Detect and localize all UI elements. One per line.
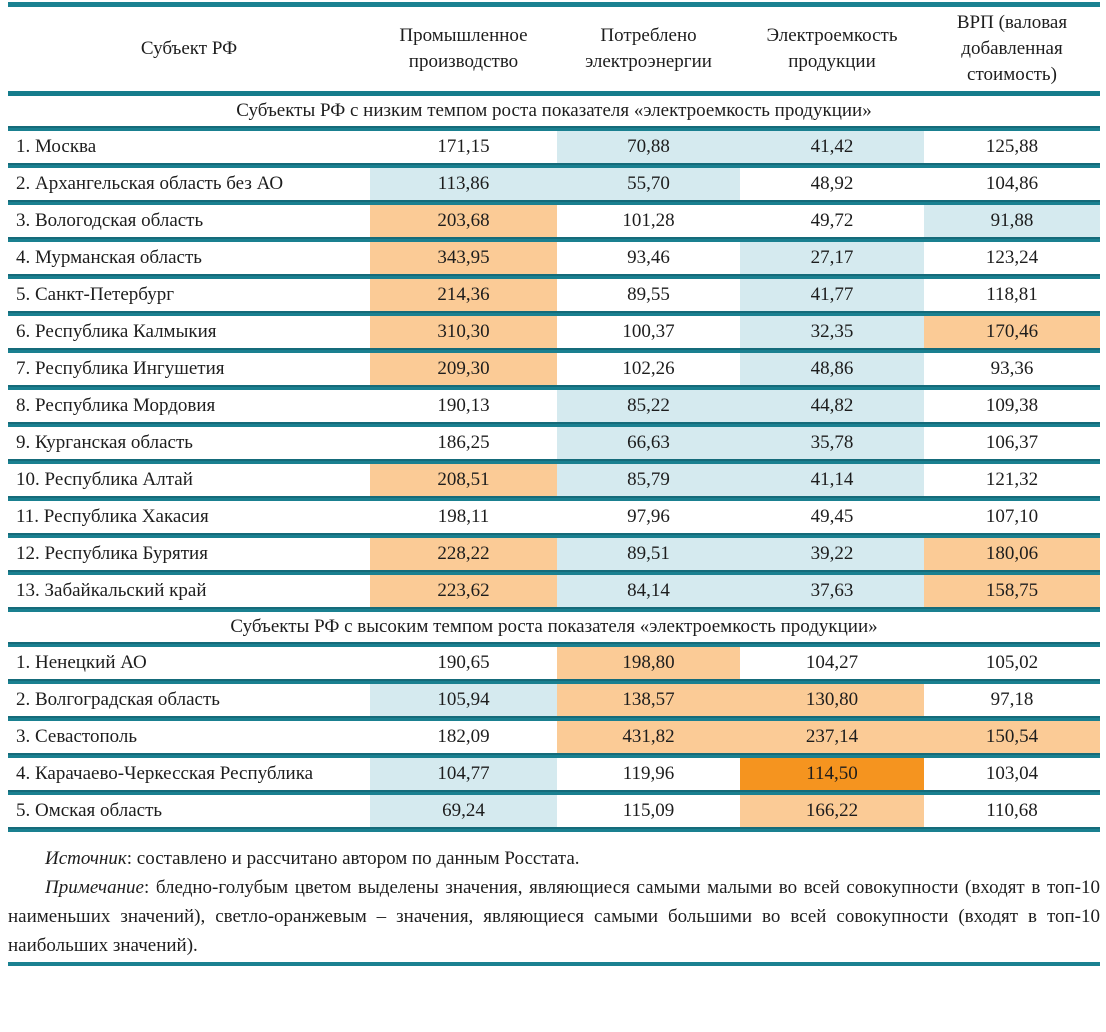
value-cell: 171,15 [437, 136, 490, 157]
column-header-subject: Субъект РФ [140, 38, 238, 59]
value-cell: 39,22 [740, 538, 924, 570]
value-cell: 123,24 [985, 247, 1039, 268]
table-row [8, 242, 1100, 274]
region-cell: 12. Республика Бурятия [16, 543, 208, 564]
note-text: : бледно-голубым цветом выделены значения, являющиеся самыми малыми во всей совокупности (входят в топ-10 наименьших значений), светло-оранжевым – значения, являющиеся самыми большими во всей совокупности (входят в топ-10 наибольших значений). [8, 877, 1100, 956]
value-cell: 119,96 [622, 763, 675, 784]
table-row [8, 168, 1100, 200]
value-cell: 55,70 [557, 168, 740, 200]
region-cell: 13. Забайкальский край [16, 580, 207, 601]
value-cell: 343,95 [370, 242, 557, 274]
region-cell: 4. Карачаево-Черкесская Республика [16, 763, 314, 784]
table-row [8, 131, 1100, 163]
value-cell: 114,50 [740, 758, 924, 790]
region-cell: 3. Вологодская область [16, 210, 204, 231]
value-cell: 48,92 [810, 173, 854, 194]
value-cell: 105,02 [985, 652, 1039, 673]
column-header-electricity-consumed: Потреблено электроэнергии [585, 25, 712, 72]
value-cell: 228,22 [370, 538, 557, 570]
method-note [8, 873, 1100, 960]
value-cell: 41,77 [740, 279, 924, 311]
value-cell: 85,22 [557, 390, 740, 422]
value-cell: 103,04 [985, 763, 1039, 784]
region-cell: 5. Санкт-Петербург [16, 284, 175, 305]
section-title: Субъекты РФ с низким темпом роста показателя «электроемкость продукции» [8, 96, 1100, 126]
value-cell: 85,79 [557, 464, 740, 496]
value-cell: 115,09 [622, 800, 675, 821]
region-cell: 1. Ненецкий АО [16, 652, 147, 673]
footnotes [8, 832, 1100, 960]
value-cell: 310,30 [370, 316, 557, 348]
region-cell: 11. Республика Хакасия [16, 506, 209, 527]
value-cell: 186,25 [437, 432, 490, 453]
region-cell: 4. Мурманская область [16, 247, 202, 268]
table-row [8, 205, 1100, 237]
value-cell: 104,27 [805, 652, 859, 673]
value-cell: 182,09 [437, 726, 490, 747]
value-cell: 125,88 [985, 136, 1039, 157]
region-cell: 7. Республика Ингушетия [16, 358, 225, 379]
table-body [8, 96, 1100, 832]
table-row [8, 795, 1100, 827]
note-label: Примечание [45, 877, 144, 898]
value-cell: 84,14 [557, 575, 740, 607]
value-cell: 431,82 [557, 721, 740, 753]
value-cell: 102,26 [622, 358, 675, 379]
value-cell: 121,32 [985, 469, 1039, 490]
value-cell: 203,68 [370, 205, 557, 237]
region-cell: 2. Архангельская область без АО [16, 173, 284, 194]
column-header-industrial-production: Промышленное производство [399, 25, 528, 72]
value-cell: 69,24 [370, 795, 557, 827]
value-cell: 105,94 [370, 684, 557, 716]
value-cell: 223,62 [370, 575, 557, 607]
value-cell: 198,11 [437, 506, 490, 527]
value-cell: 70,88 [557, 131, 740, 163]
value-cell: 214,36 [370, 279, 557, 311]
table-row [8, 353, 1100, 385]
region-cell: 5. Омская область [16, 800, 163, 821]
region-cell: 2. Волгоградская область [16, 689, 220, 710]
value-cell: 44,82 [740, 390, 924, 422]
table-bottom-rule [8, 962, 1100, 966]
table-row [8, 721, 1100, 753]
value-cell: 37,63 [740, 575, 924, 607]
value-cell: 104,86 [985, 173, 1039, 194]
value-cell: 104,77 [370, 758, 557, 790]
value-cell: 237,14 [740, 721, 924, 753]
region-cell: 8. Республика Мордовия [16, 395, 216, 416]
value-cell: 166,22 [740, 795, 924, 827]
value-cell: 107,10 [985, 506, 1039, 527]
value-cell: 118,81 [986, 284, 1038, 305]
value-cell: 110,68 [986, 800, 1038, 821]
source-note [8, 844, 1100, 873]
source-text: : составлено и рассчитано автором по данным Росстата. [126, 848, 580, 869]
value-cell: 109,38 [985, 395, 1039, 416]
value-cell: 198,80 [557, 647, 740, 679]
value-cell: 208,51 [370, 464, 557, 496]
column-header-electric-intensity: Электроемкость продукции [766, 25, 898, 72]
value-cell: 101,28 [622, 210, 675, 231]
value-cell: 100,37 [622, 321, 675, 342]
value-cell: 138,57 [557, 684, 740, 716]
table-row [8, 684, 1100, 716]
value-cell: 49,72 [810, 210, 854, 231]
table-row [8, 390, 1100, 422]
table-header-row [8, 7, 1100, 91]
value-cell: 113,86 [370, 168, 557, 200]
value-cell: 97,18 [990, 689, 1034, 710]
value-cell: 66,63 [557, 427, 740, 459]
table-row [8, 464, 1100, 496]
section-title: Субъекты РФ с высоким темпом роста показателя «электроемкость продукции» [8, 612, 1100, 642]
value-cell: 49,45 [810, 506, 854, 527]
value-cell: 209,30 [370, 353, 557, 385]
region-cell: 1. Москва [16, 136, 97, 157]
value-cell: 170,46 [924, 316, 1100, 348]
value-cell: 97,96 [627, 506, 670, 527]
value-cell: 91,88 [924, 205, 1100, 237]
value-cell: 41,14 [740, 464, 924, 496]
value-cell: 41,42 [740, 131, 924, 163]
region-cell: 3. Севастополь [16, 726, 138, 747]
table-row [8, 316, 1100, 348]
source-label: Источник [45, 848, 127, 869]
table-row [8, 427, 1100, 459]
value-cell: 48,86 [740, 353, 924, 385]
value-cell: 89,51 [557, 538, 740, 570]
value-cell: 106,37 [985, 432, 1039, 453]
value-cell: 27,17 [740, 242, 924, 274]
table-row [8, 279, 1100, 311]
value-cell: 93,46 [627, 247, 670, 268]
region-cell: 6. Республика Калмыкия [16, 321, 217, 342]
value-cell: 32,35 [740, 316, 924, 348]
table-row [8, 538, 1100, 570]
table-row [8, 647, 1100, 679]
value-cell: 150,54 [924, 721, 1100, 753]
value-cell: 190,65 [437, 652, 490, 673]
table-row [8, 758, 1100, 790]
table-row [8, 575, 1100, 607]
value-cell: 180,06 [924, 538, 1100, 570]
value-cell: 89,55 [627, 284, 670, 305]
value-cell: 190,13 [437, 395, 490, 416]
value-cell: 35,78 [740, 427, 924, 459]
column-header-grp: ВРП (валовая добавленная стоимость) [956, 12, 1068, 85]
region-cell: 10. Республика Алтай [16, 469, 193, 490]
table-row [8, 501, 1100, 533]
region-cell: 9. Курганская область [16, 432, 193, 453]
value-cell: 130,80 [740, 684, 924, 716]
value-cell: 93,36 [990, 358, 1034, 379]
value-cell: 158,75 [924, 575, 1100, 607]
